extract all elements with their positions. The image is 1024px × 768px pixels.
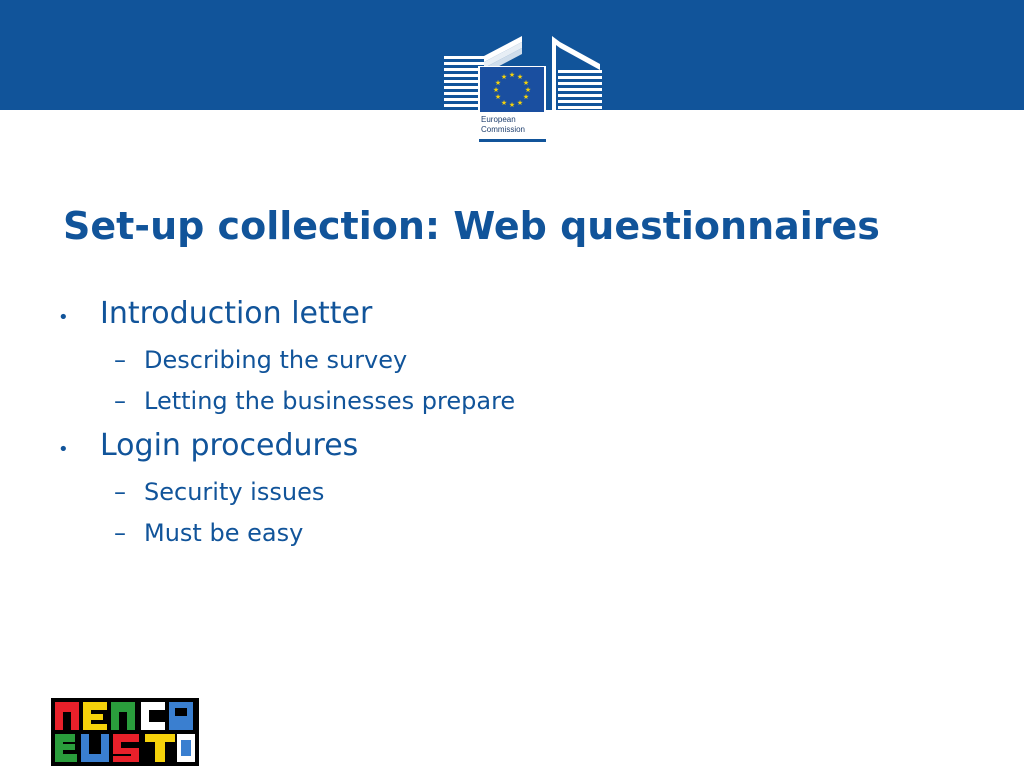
meme-bust-logo (51, 698, 199, 766)
svg-text:★: ★ (508, 71, 516, 79)
bullet-marker: • (58, 307, 69, 328)
svg-text:★: ★ (516, 73, 524, 81)
sub-marker: – (114, 387, 126, 415)
sub-marker: – (114, 519, 126, 547)
sub-item (114, 381, 958, 422)
sub-text: Describing the survey (144, 346, 408, 374)
bullet-text: Introduction letter (100, 296, 373, 331)
svg-text:★: ★ (494, 93, 502, 101)
sub-item (114, 472, 958, 513)
sub-text: Must be easy (144, 519, 304, 547)
sub-text: Security issues (144, 478, 325, 506)
bullet-marker: • (58, 439, 69, 460)
svg-text:★: ★ (524, 86, 532, 94)
slide-title: Set-up collection: Web questionnaires (63, 204, 880, 248)
sub-list (58, 340, 958, 422)
building-right-icon (552, 36, 602, 112)
svg-text:★: ★ (522, 79, 530, 87)
ec-logo-underline (479, 139, 546, 142)
sub-marker: – (114, 478, 126, 506)
svg-text:★: ★ (508, 101, 516, 109)
sub-item (114, 513, 958, 554)
ec-logo-line2: Commission (481, 125, 526, 134)
bullet-text: Login procedures (100, 428, 359, 463)
svg-text:★: ★ (516, 99, 524, 107)
sub-item (114, 340, 958, 381)
ec-logo-text (481, 115, 525, 135)
sub-list (58, 472, 958, 554)
bullet-item (58, 424, 958, 554)
svg-text:★: ★ (494, 79, 502, 87)
svg-text:★: ★ (492, 86, 500, 94)
ec-logo-line1: European (481, 115, 516, 124)
sub-marker: – (114, 346, 126, 374)
svg-text:★: ★ (500, 73, 508, 81)
svg-text:★: ★ (522, 93, 530, 101)
sub-text: Letting the businesses prepare (144, 387, 516, 415)
svg-text:★: ★ (500, 99, 508, 107)
bullet-list (58, 292, 958, 556)
bullet-item (58, 292, 958, 422)
